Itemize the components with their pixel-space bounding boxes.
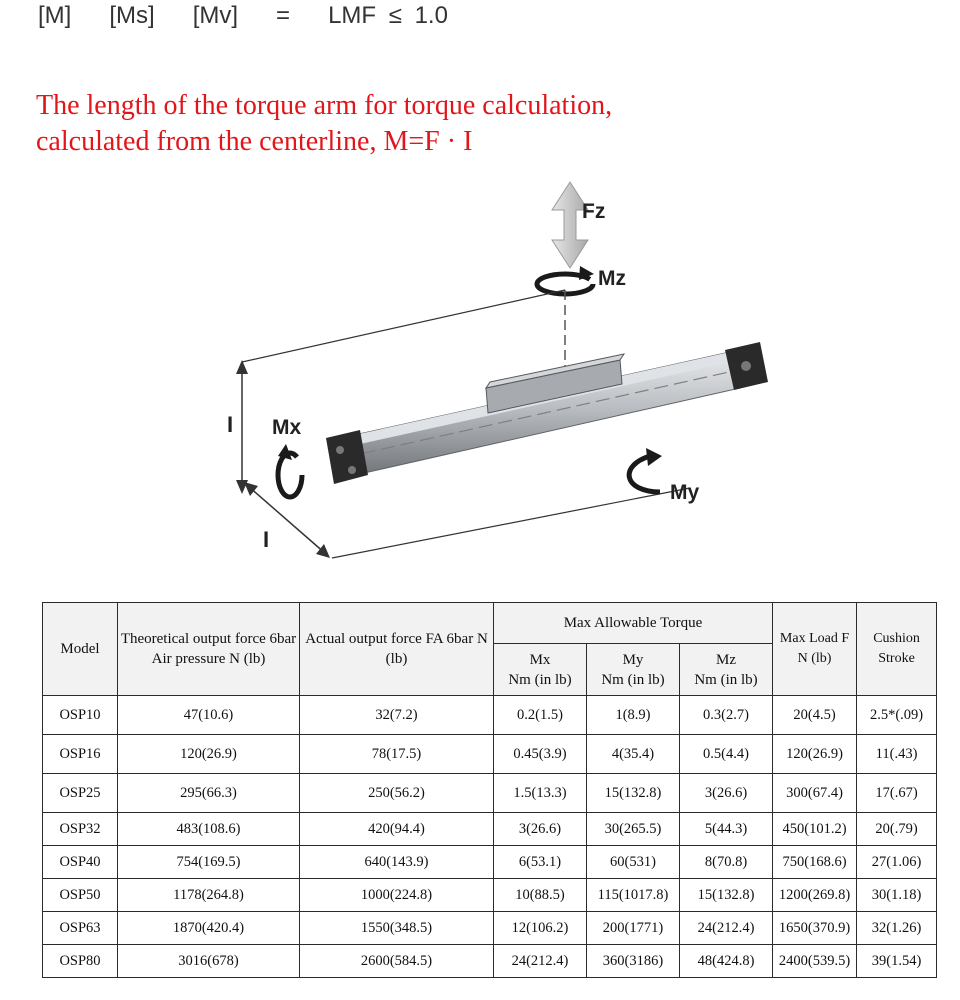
table-row — [43, 813, 937, 846]
header-mx-name: Mx — [529, 651, 551, 668]
cell-actual: 78(17.5) — [300, 735, 494, 774]
cell-mx: 1.5(13.3) — [494, 774, 587, 813]
header-model: Model — [43, 603, 118, 696]
cell-cushion: 17(.67) — [857, 774, 937, 813]
header-mz-name: Mz — [716, 651, 737, 668]
formula-term-mv: [Mv] — [192, 2, 239, 29]
linear-drive-diagram — [220, 170, 780, 570]
formula-equals: = — [276, 2, 291, 29]
cell-my: 360(3186) — [587, 945, 680, 978]
cell-model: OSP50 — [43, 879, 118, 912]
torque-arm-vertical-label: I — [227, 412, 234, 437]
header-max-torque: Max Allowable Torque — [494, 603, 773, 644]
fz-label: Fz — [582, 200, 606, 223]
mx-label: Mx — [272, 416, 302, 439]
cell-my: 200(1771) — [587, 912, 680, 945]
cell-cushion: 20(.79) — [857, 813, 937, 846]
cell-theoretical: 483(108.6) — [118, 813, 300, 846]
cell-load: 20(4.5) — [773, 696, 857, 735]
cell-my: 60(531) — [587, 846, 680, 879]
cell-my: 1(8.9) — [587, 696, 680, 735]
header-actual-force: Actual output force FA 6bar N (lb) — [300, 603, 494, 696]
cell-cushion: 30(1.18) — [857, 879, 937, 912]
cell-mz: 15(132.8) — [680, 879, 773, 912]
header-my — [587, 644, 680, 696]
cell-cushion: 39(1.54) — [857, 945, 937, 978]
table-row — [43, 735, 937, 774]
formula-term-ms: [Ms] — [109, 2, 155, 29]
cell-model: OSP80 — [43, 945, 118, 978]
specification-table — [42, 602, 937, 978]
table-row — [43, 912, 937, 945]
header-max-load: Max Load F N (lb) — [773, 603, 857, 696]
cell-model: OSP63 — [43, 912, 118, 945]
cell-theoretical: 754(169.5) — [118, 846, 300, 879]
cell-mz: 5(44.3) — [680, 813, 773, 846]
mx-rotation-arrow — [278, 444, 302, 497]
header-my-unit: Nm (in lb) — [601, 671, 665, 688]
cell-mx: 10(88.5) — [494, 879, 587, 912]
header-mx-unit: Nm (in lb) — [508, 671, 572, 688]
cell-mz: 48(424.8) — [680, 945, 773, 978]
formula-result: LMF ≤ 1.0 — [328, 2, 448, 29]
cell-model: OSP40 — [43, 846, 118, 879]
cell-mz: 3(26.6) — [680, 774, 773, 813]
cell-load: 450(101.2) — [773, 813, 857, 846]
torque-arm-heading — [36, 88, 936, 160]
cell-mz: 8(70.8) — [680, 846, 773, 879]
cell-my: 4(35.4) — [587, 735, 680, 774]
cell-model: OSP10 — [43, 696, 118, 735]
header-mz — [680, 644, 773, 696]
cell-actual: 640(143.9) — [300, 846, 494, 879]
cell-actual: 2600(584.5) — [300, 945, 494, 978]
cell-theoretical: 120(26.9) — [118, 735, 300, 774]
cell-mx: 12(106.2) — [494, 912, 587, 945]
cell-mx: 0.2(1.5) — [494, 696, 587, 735]
mz-label: Mz — [598, 267, 626, 290]
table-row — [43, 774, 937, 813]
cell-actual: 250(56.2) — [300, 774, 494, 813]
dim-arrow-right — [316, 544, 330, 558]
cell-theoretical: 47(10.6) — [118, 696, 300, 735]
table-row — [43, 879, 937, 912]
mz-rotation-arrow — [537, 266, 594, 294]
cell-theoretical: 3016(678) — [118, 945, 300, 978]
cell-mz: 24(212.4) — [680, 912, 773, 945]
torque-arm-bottom-line — [332, 488, 690, 558]
cell-actual: 1000(224.8) — [300, 879, 494, 912]
torque-arm-horizontal-label: I — [263, 527, 270, 552]
cell-cushion: 27(1.06) — [857, 846, 937, 879]
cell-model: OSP32 — [43, 813, 118, 846]
header-my-name: My — [622, 651, 644, 668]
my-rotation-arrow — [629, 448, 662, 492]
header-cushion-stroke: Cushion Stroke — [857, 603, 937, 696]
header-mx — [494, 644, 587, 696]
cell-load: 1200(269.8) — [773, 879, 857, 912]
cell-theoretical: 295(66.3) — [118, 774, 300, 813]
cell-load: 1650(370.9) — [773, 912, 857, 945]
header-mz-unit: Nm (in lb) — [694, 671, 758, 688]
cell-load: 750(168.6) — [773, 846, 857, 879]
heading-line-1: The length of the torque arm for torque calculation, — [36, 90, 613, 121]
formula-term-m: [M] — [38, 2, 72, 29]
cell-theoretical: 1178(264.8) — [118, 879, 300, 912]
cell-actual: 420(94.4) — [300, 813, 494, 846]
cell-mx: 6(53.1) — [494, 846, 587, 879]
cell-mx: 0.45(3.9) — [494, 735, 587, 774]
cell-mx: 24(212.4) — [494, 945, 587, 978]
heading-line-2: calculated from the centerline, M=F · I — [36, 126, 473, 157]
dim-arrow-left — [244, 482, 258, 496]
cell-cushion: 2.5*(.09) — [857, 696, 937, 735]
cell-my: 30(265.5) — [587, 813, 680, 846]
cell-load: 2400(539.5) — [773, 945, 857, 978]
cell-load: 120(26.9) — [773, 735, 857, 774]
load-formula — [38, 2, 448, 30]
linear-drive-body — [326, 342, 768, 484]
cell-my: 115(1017.8) — [587, 879, 680, 912]
cell-mz: 0.5(4.4) — [680, 735, 773, 774]
cell-my: 15(132.8) — [587, 774, 680, 813]
cell-actual: 1550(348.5) — [300, 912, 494, 945]
table-row — [43, 945, 937, 978]
cell-model: OSP16 — [43, 735, 118, 774]
my-label: My — [670, 481, 700, 504]
cell-load: 300(67.4) — [773, 774, 857, 813]
cell-theoretical: 1870(420.4) — [118, 912, 300, 945]
torque-arm-top-line — [242, 290, 565, 362]
fz-force-arrow — [552, 182, 588, 268]
cell-actual: 32(7.2) — [300, 696, 494, 735]
table-row — [43, 696, 937, 735]
cell-cushion: 32(1.26) — [857, 912, 937, 945]
header-theoretical-force: Theoretical output force 6bar Air pressure N (lb) — [118, 603, 300, 696]
table-row — [43, 846, 937, 879]
cell-mz: 0.3(2.7) — [680, 696, 773, 735]
cell-cushion: 11(.43) — [857, 735, 937, 774]
cell-model: OSP25 — [43, 774, 118, 813]
dim-arrow-up — [236, 360, 248, 374]
cell-mx: 3(26.6) — [494, 813, 587, 846]
